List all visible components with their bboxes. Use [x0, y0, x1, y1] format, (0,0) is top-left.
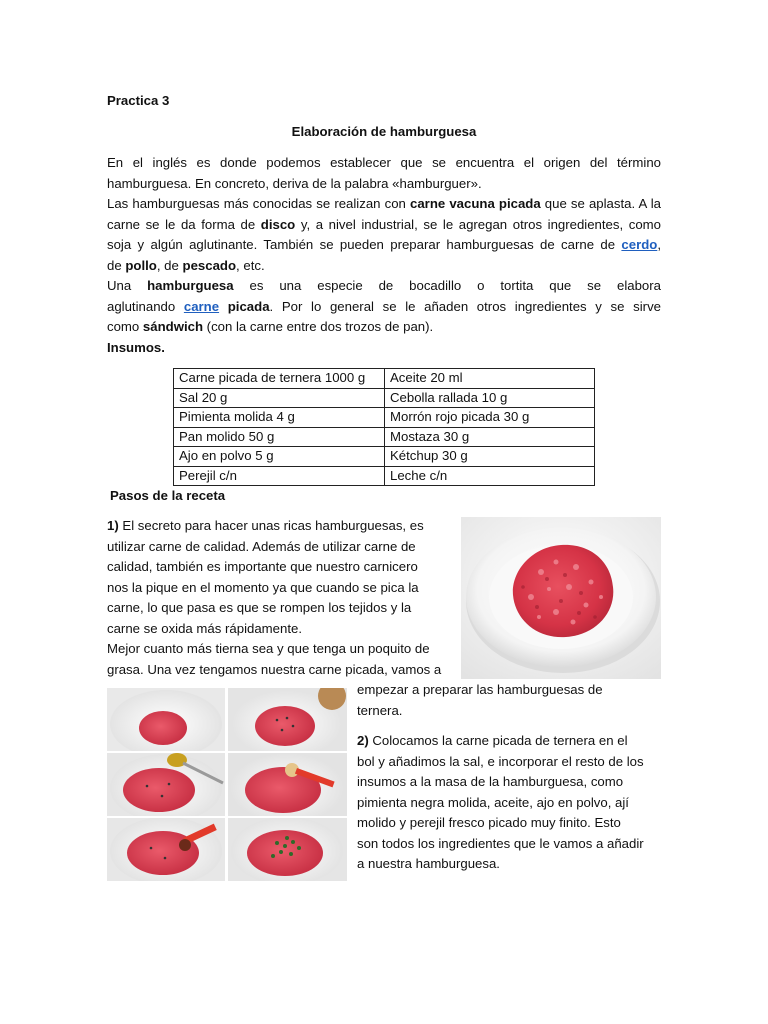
insumos-row: [174, 369, 595, 389]
intro-text: [107, 153, 661, 358]
step-line: carne se oxida más rápidamente.: [107, 620, 302, 636]
insumos-cell: Pan molido 50 g: [174, 427, 385, 447]
step-line: calidad, también es importante que nuestro carnicero: [107, 559, 418, 574]
insumos-cell: Pimienta molida 4 g: [174, 408, 385, 428]
step-line: son todos los ingredientes que le vamos a añadir: [357, 835, 644, 851]
step-line: carne, lo que pasa es que se rompen los tejidos y la: [107, 600, 412, 615]
insumos-row: [174, 408, 595, 428]
minced-meat-plate-photo: [461, 517, 661, 679]
step-line: Mejor cuanto más tierna sea y que tenga un poquito de: [107, 641, 430, 656]
step-line: 2) Colocamos la carne picada de ternera en el: [357, 733, 628, 748]
intro-line: carne se le da forma de disco y, a nivel industrial, se le agregan otros ingredientes, como: [107, 216, 661, 232]
insumos-cell: Morrón rojo picada 30 g: [385, 408, 595, 428]
insumos-cell: Cebolla rallada 10 g: [385, 388, 595, 408]
intro-line: soja y algún aglutinante. También se pueden preparar hamburguesas de carne de cerdo,: [107, 237, 661, 252]
practice-title: Practica 3: [107, 93, 170, 108]
step-line: empezar a preparar las hamburguesas de: [357, 682, 603, 697]
insumos-cell: Aceite 20 ml: [385, 369, 595, 389]
insumos-cell: Perejil c/n: [174, 466, 385, 486]
step-line: molido y perejil fresco picado muy finito. Esto: [357, 815, 621, 830]
intro-line: aglutinando carne picada. Por lo general se le añaden otros ingredientes y se sirve: [107, 298, 661, 314]
pasos-title: Pasos de la receta: [110, 488, 226, 503]
insumos-cell: Kétchup 30 g: [385, 447, 595, 467]
intro-line: como sándwich (con la carne entre dos trozos de pan).: [107, 319, 434, 334]
intro-line: En el inglés es donde podemos establecer que se encuentra el origen del término: [107, 155, 661, 170]
step-1-continued: [357, 680, 657, 721]
insumos-row: [174, 388, 595, 408]
recipe-heading: Elaboración de hamburguesa: [291, 124, 477, 139]
intro-line: de pollo, de pescado, etc.: [107, 257, 265, 273]
insumos-row: [174, 447, 595, 467]
step-line: a nuestra hamburguesa.: [357, 856, 500, 871]
insumos-table: [173, 368, 595, 486]
step-line: utilizar carne de calidad. Además de utilizar carne de: [107, 538, 416, 554]
step-line: 1) El secreto para hacer unas ricas hamburguesas, es: [107, 518, 424, 533]
link-carne[interactable]: carne: [183, 298, 220, 314]
link-cerdo[interactable]: cerdo: [621, 237, 658, 252]
insumos-cell: Leche c/n: [385, 466, 595, 486]
insumos-row: [174, 466, 595, 486]
step-1: [107, 516, 452, 680]
step-line: bol y añadimos la sal, e incorporar el resto de los: [357, 753, 644, 769]
intro-line: Las hamburguesas más conocidas se realizan con carne vacuna picada que se aplasta. A la: [107, 196, 661, 211]
step-line: pimienta negra molida, aceite, ajo en polvo, ají: [357, 794, 629, 810]
insumos-cell: Sal 20 g: [174, 388, 385, 408]
insumos-cell: Carne picada de ternera 1000 g: [174, 369, 385, 389]
step-2: [357, 731, 662, 875]
insumos-cell: Ajo en polvo 5 g: [174, 447, 385, 467]
step-line: grasa. Una vez tengamos nuestra carne picada, vamos a: [107, 661, 442, 677]
step-line: nos la pique en el momento ya que cuando se pica la: [107, 579, 419, 595]
insumos-title: Insumos.: [107, 339, 165, 355]
insumos-row: [174, 427, 595, 447]
insumos-cell: Mostaza 30 g: [385, 427, 595, 447]
preparation-photo-grid: [107, 688, 347, 881]
intro-line: hamburguesa. En concreto, deriva de la palabra «hamburguer».: [107, 175, 482, 191]
step-line: insumos a la masa de la hamburguesa, como: [357, 774, 624, 789]
step-line: ternera.: [357, 702, 403, 718]
intro-line: Una hamburguesa es una especie de bocadillo o tortita que se elabora: [107, 278, 661, 293]
